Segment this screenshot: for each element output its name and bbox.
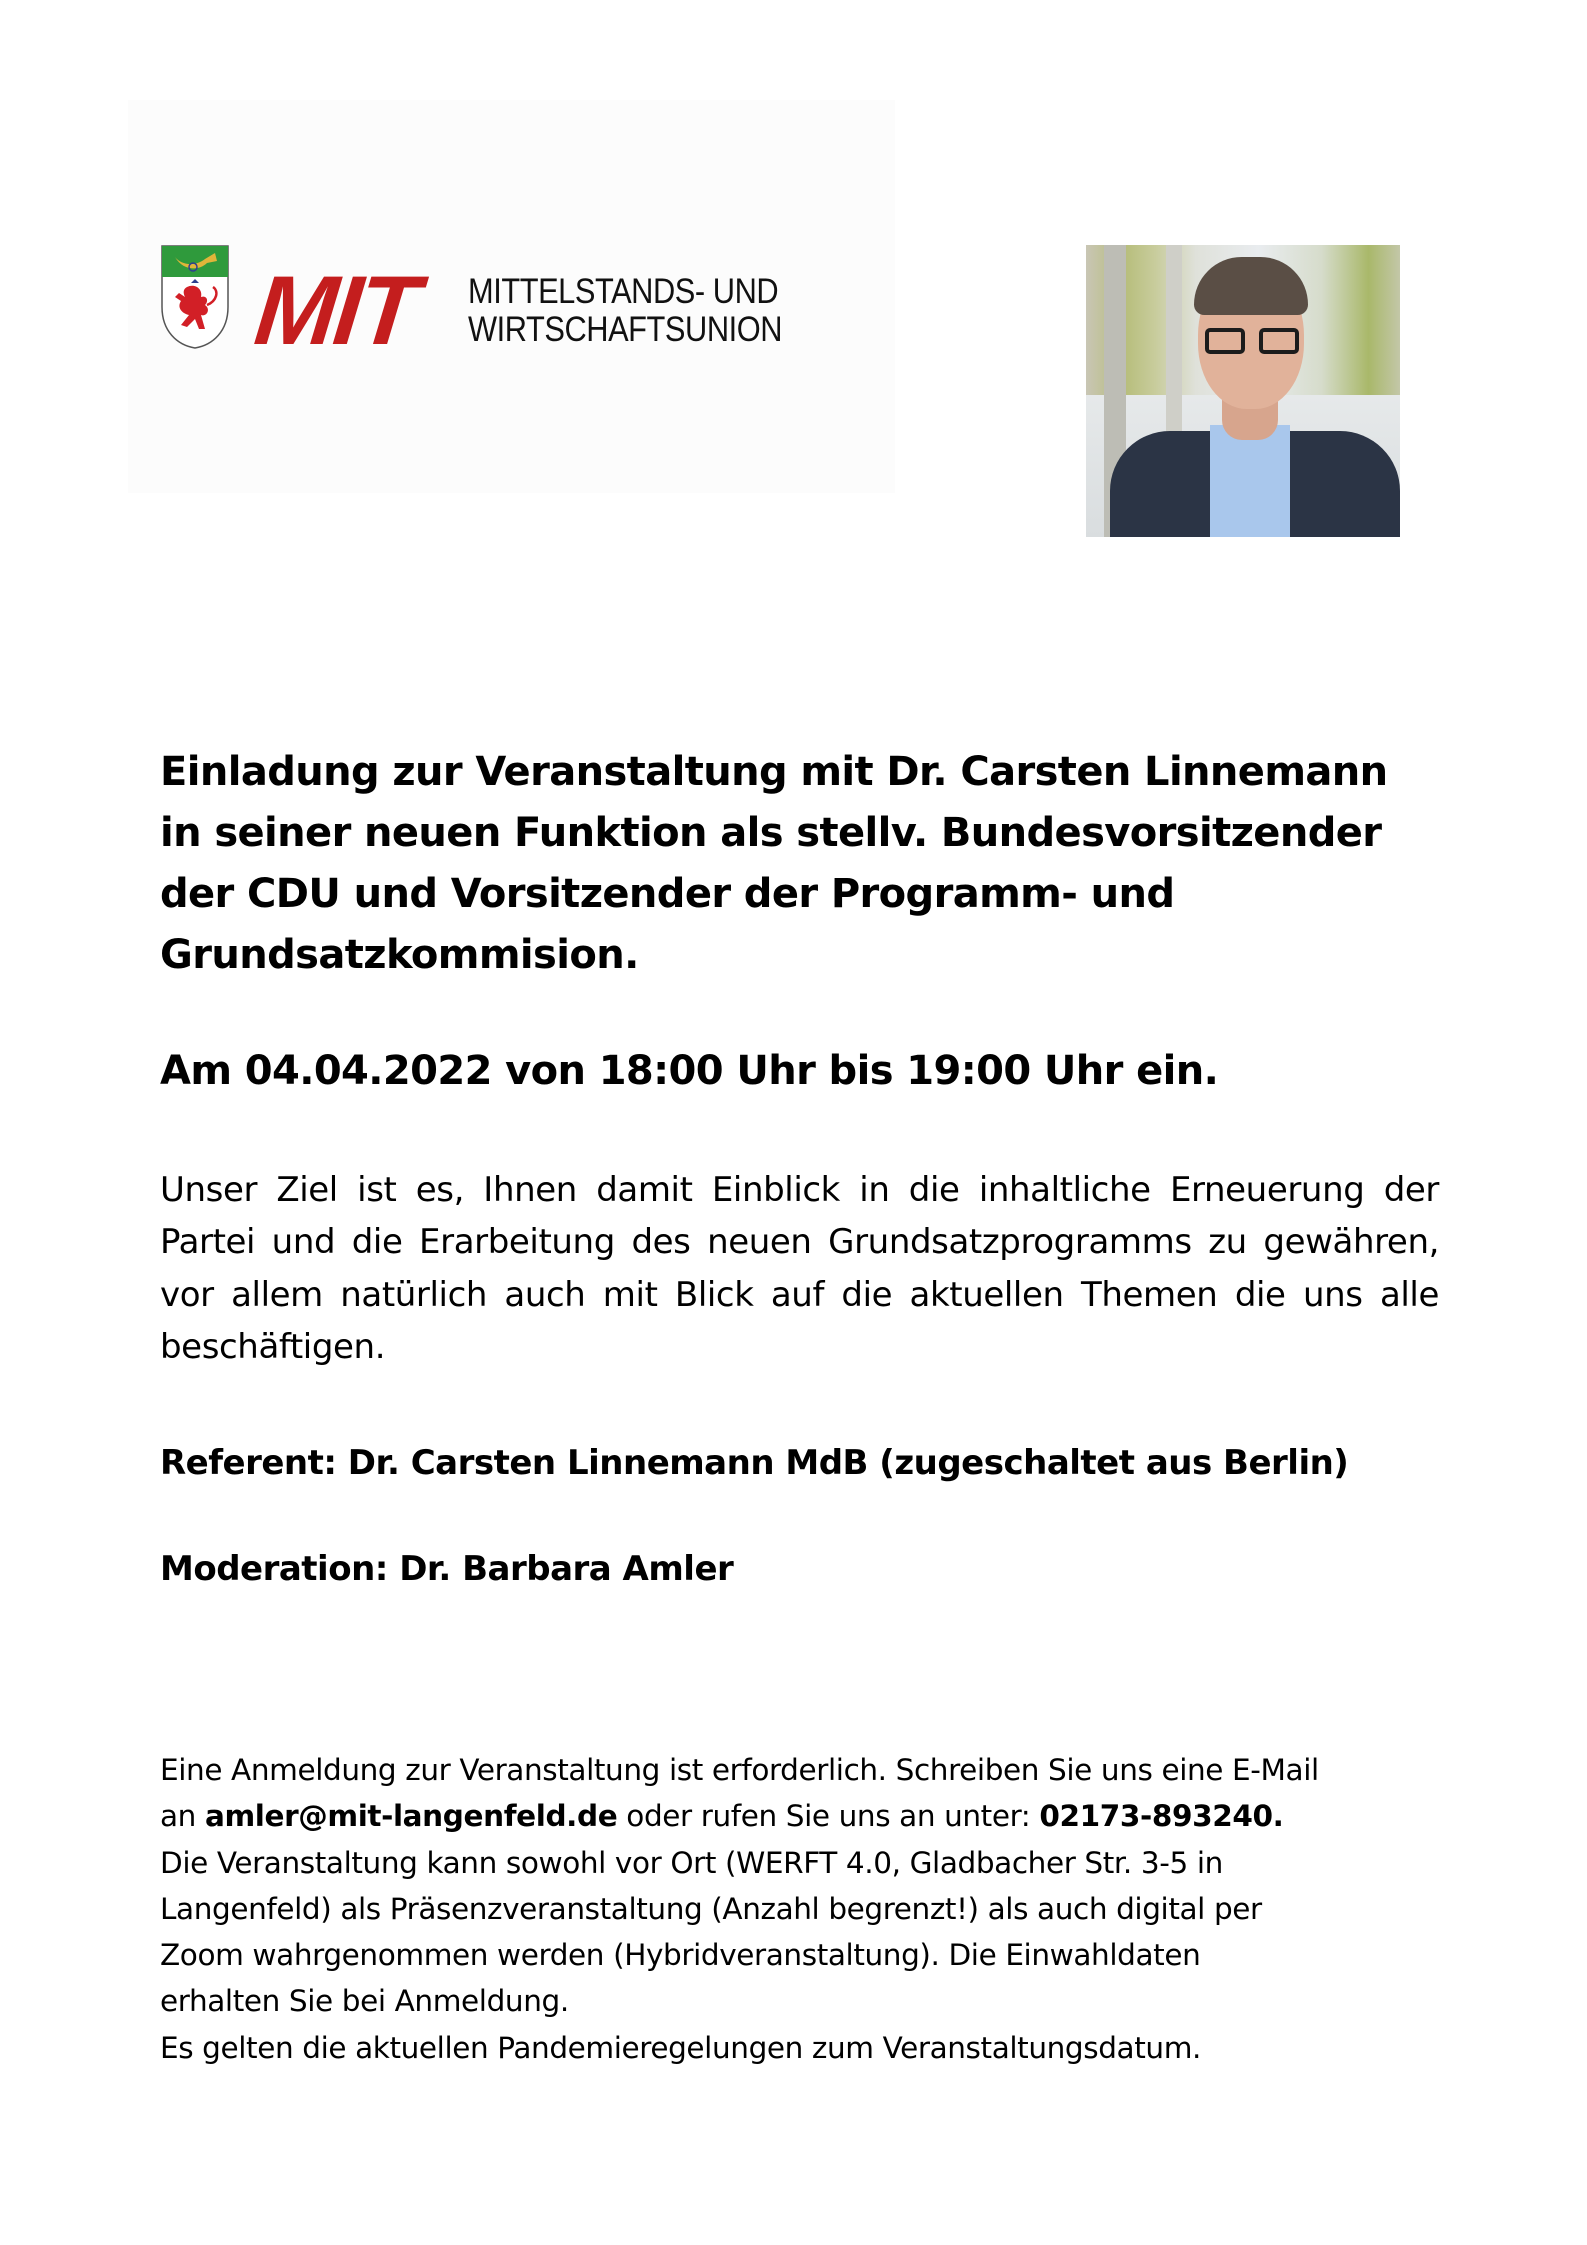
speaker-portrait-photo <box>1086 245 1400 537</box>
heading-line: Einladung zur Veranstaltung mit Dr. Carsten Linnemann <box>160 749 1388 795</box>
heading-line: der CDU und Vorsitzender der Programm- und <box>160 871 1175 917</box>
organisation-name-line2: WIRTSCHAFTSUNION <box>468 310 783 349</box>
footer-text: oder rufen Sie uns an unter: <box>617 1799 1040 1834</box>
footer-line: Langenfeld) als Präsenzveranstaltung (Anzahl begrenzt!) als auch digital per <box>160 1891 1262 1926</box>
email-link[interactable]: amler@mit-langenfeld.de <box>204 1799 618 1834</box>
footer-text: an <box>160 1799 205 1834</box>
footer-line: Es gelten die aktuellen Pandemieregelungen zum Veranstaltungsdatum. <box>160 2030 1202 2065</box>
intro-paragraph: Unser Ziel ist es, Ihnen damit Einblick in die inhaltliche Erneuerung der Partei und die Erarbeitung des neuen Grundsatzprogramms zu gewähren, vor allem natürlich auch mit Blick auf die aktuellen Themen die uns alle beschäftigen. <box>160 1170 1439 1367</box>
event-date-time: Am 04.04.2022 von 18:00 Uhr bis 19:00 Uhr ein. <box>160 1048 1219 1094</box>
footer-line-contact <box>160 1793 1460 1839</box>
footer-line: erhalten Sie bei Anmeldung. <box>160 1984 569 2019</box>
organisation-name <box>468 273 808 349</box>
photo-shirt <box>1210 425 1290 537</box>
heading-line: Grundsatzkommision. <box>160 932 639 978</box>
registration-info <box>160 1747 1460 2071</box>
glasses-icon <box>1205 328 1299 354</box>
phone-number[interactable]: 02173-893240. <box>1039 1799 1284 1834</box>
referent-line: Referent: Dr. Carsten Linnemann MdB (zugeschaltet aus Berlin) <box>160 1443 1349 1483</box>
coat-of-arms-icon <box>161 245 229 349</box>
photo-hair <box>1194 257 1308 315</box>
moderation-line: Moderation: Dr. Barbara Amler <box>160 1549 734 1589</box>
invitation-heading <box>160 742 1460 986</box>
footer-line: Eine Anmeldung zur Veranstaltung ist erforderlich. Schreiben Sie uns eine E-Mail <box>160 1753 1319 1787</box>
heading-line: in seiner neuen Funktion als stellv. Bundesvorsitzender <box>160 810 1382 856</box>
mit-wordmark: MIT <box>250 255 422 365</box>
footer-line: Zoom wahrgenommen werden (Hybridveranstaltung). Die Einwahldaten <box>160 1938 1201 1973</box>
organisation-name-line1: MITTELSTANDS- UND <box>468 272 779 311</box>
footer-line: Die Veranstaltung kann sowohl vor Ort (WERFT 4.0, Gladbacher Str. 3-5 in <box>160 1845 1223 1880</box>
